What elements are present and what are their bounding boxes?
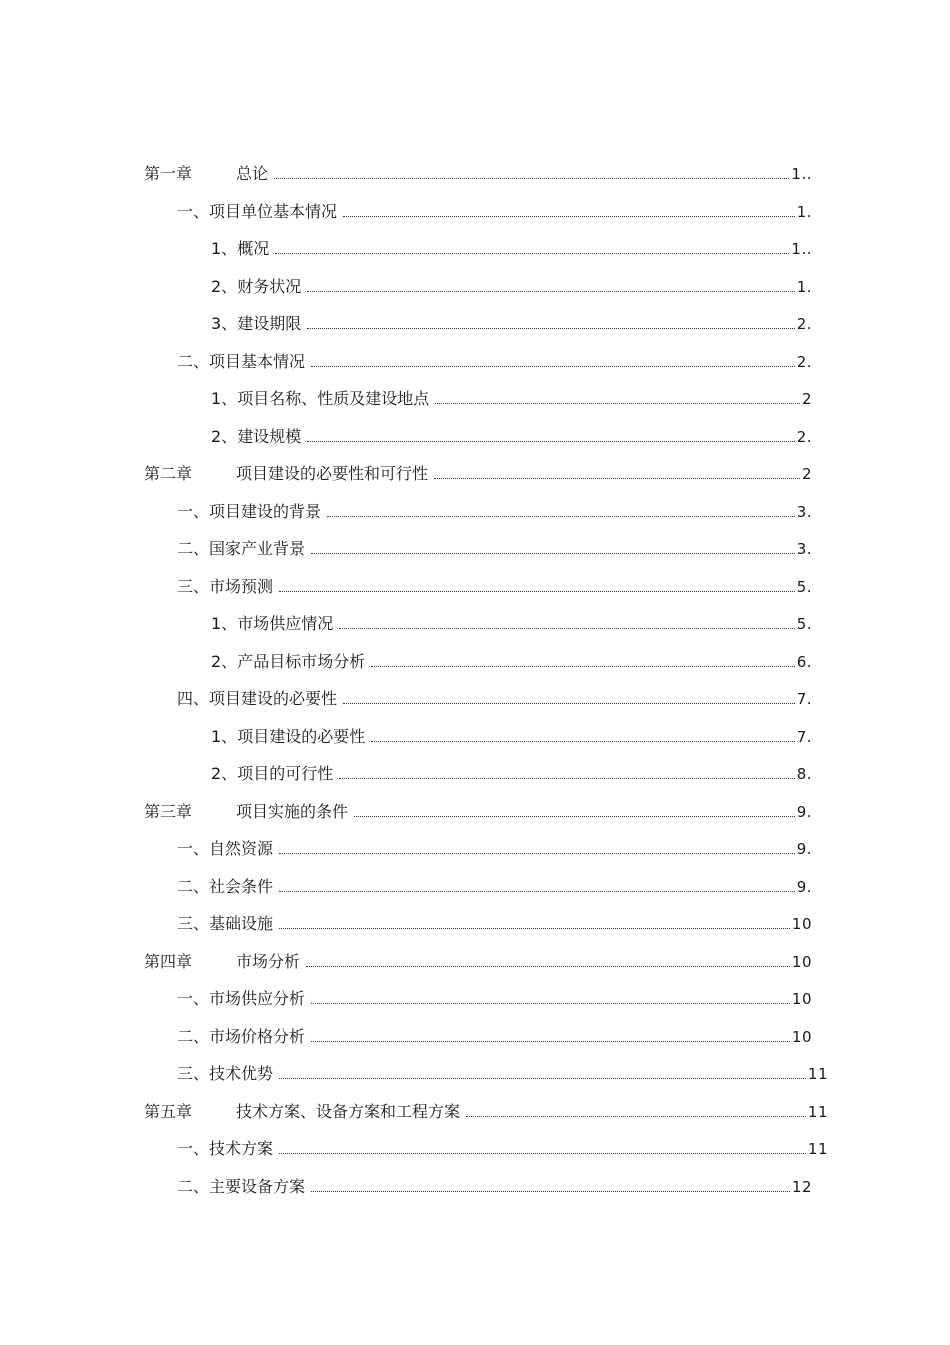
toc-entry-number: 二、: [177, 876, 210, 896]
toc-section-entry[interactable]: [211, 385, 812, 409]
dot-leader: [371, 741, 794, 742]
toc-entry-number: 2、: [211, 651, 238, 671]
toc-entry-number: 三、: [177, 1064, 210, 1083]
toc-entry-title: 建设期限: [237, 314, 302, 333]
toc-entry-title: 总论: [236, 164, 269, 183]
toc-entry-title: 基础设施: [209, 914, 274, 933]
toc-entry-title: 项目建设的必要性: [209, 689, 338, 708]
toc-entry-label: [144, 952, 306, 972]
toc-page-number: 2: [801, 390, 812, 408]
toc-section-entry[interactable]: [177, 535, 812, 559]
dot-leader: [343, 703, 795, 704]
dot-leader: [371, 666, 794, 667]
toc-section-entry[interactable]: [211, 423, 812, 447]
toc-entry-title: 技术方案: [209, 1139, 274, 1158]
toc-entry-title: 市场供应情况: [237, 614, 334, 633]
toc-entry-label: [177, 1027, 311, 1047]
toc-page-number: 2.: [796, 315, 812, 333]
toc-section-entry[interactable]: [177, 1060, 828, 1084]
toc-entry-title: 项目实施的条件: [236, 801, 349, 821]
toc-page-number: 12: [791, 1177, 812, 1196]
toc-entry-number: 第二章: [144, 464, 193, 483]
toc-entry-number: 2、: [211, 426, 238, 446]
dot-leader: [306, 966, 790, 967]
toc-entry-label: [211, 652, 371, 672]
toc-entry-title: 项目单位基本情况: [209, 201, 338, 221]
toc-chapter-entry[interactable]: [144, 948, 812, 972]
toc-entry-label: [177, 1177, 311, 1197]
toc-entry-label: [177, 352, 311, 372]
toc-page-number: 10: [791, 1027, 812, 1046]
dot-leader: [275, 253, 789, 254]
toc-entry-title: 项目的可行性: [237, 764, 334, 783]
toc-entry-number: 3、: [211, 314, 238, 333]
toc-section-entry[interactable]: [211, 235, 812, 259]
toc-entry-title: 国家产业背景: [209, 539, 306, 558]
toc-entry-title: 自然资源: [209, 839, 274, 858]
toc-entry-label: [177, 202, 343, 222]
toc-entry-number: 二、: [177, 1026, 210, 1046]
toc-section-entry[interactable]: [177, 910, 812, 934]
toc-section-entry[interactable]: [177, 498, 812, 522]
toc-section-entry[interactable]: [211, 723, 812, 747]
toc-entry-number: 一、: [177, 501, 210, 521]
toc-entry-label: [144, 802, 354, 822]
toc-entry-number: 二、: [177, 1176, 210, 1196]
toc-section-entry[interactable]: [177, 685, 812, 709]
toc-section-entry[interactable]: [177, 348, 812, 372]
toc-entry-title: 项目名称、性质及建设地点: [237, 389, 430, 408]
toc-page-number: 3.: [796, 540, 812, 558]
toc-section-entry[interactable]: [211, 273, 812, 297]
toc-entry-label: [144, 464, 434, 484]
toc-section-entry[interactable]: [177, 198, 812, 222]
toc-entry-number: 二、: [177, 351, 210, 371]
toc-chapter-entry[interactable]: [144, 1098, 828, 1122]
toc-page-number: 6.: [796, 652, 812, 671]
toc-entry-label: [177, 877, 279, 897]
dot-leader: [279, 1153, 806, 1154]
toc-entry-title: 项目建设的必要性和可行性: [236, 464, 429, 483]
toc-entry-title: 项目建设的必要性: [237, 726, 366, 746]
dot-leader: [311, 1041, 790, 1042]
toc-entry-title: 市场预测: [209, 576, 274, 596]
toc-page-number: 2: [801, 465, 812, 483]
toc-page-number: 9.: [796, 877, 812, 896]
toc-entry-title: 项目基本情况: [209, 351, 306, 371]
dot-leader: [279, 853, 795, 854]
toc-page-number: 5.: [796, 615, 812, 633]
toc-entry-title: 财务状况: [237, 276, 302, 296]
dot-leader: [311, 1191, 790, 1192]
toc-page-number: 1..: [791, 165, 812, 183]
dot-leader: [279, 891, 795, 892]
toc-page-number: 11: [807, 1140, 828, 1158]
toc-page-number: 2.: [796, 352, 812, 371]
toc-entry-title: 市场供应分析: [209, 989, 306, 1008]
toc-entry-title: 社会条件: [209, 876, 274, 896]
toc-entry-label: [177, 914, 279, 934]
toc-entry-label: [177, 989, 311, 1009]
toc-entry-number: 第四章: [144, 951, 193, 971]
dot-leader: [274, 178, 789, 179]
toc-entry-number: 第三章: [144, 801, 193, 821]
dot-leader: [279, 928, 790, 929]
dot-leader: [307, 328, 794, 329]
toc-page-number: 7.: [796, 690, 812, 708]
toc-entry-title: 产品目标市场分析: [237, 651, 366, 671]
dot-leader: [307, 441, 794, 442]
toc-section-entry[interactable]: [177, 835, 812, 859]
toc-page-number: 1.: [796, 277, 812, 296]
toc-entry-title: 项目建设的背景: [209, 501, 322, 521]
toc-entry-number: 三、: [177, 914, 210, 933]
toc-entry-number: 2、: [211, 276, 238, 296]
toc-entry-number: 一、: [177, 989, 210, 1008]
toc-entry-label: [211, 277, 307, 297]
toc-entry-title: 市场分析: [236, 951, 301, 971]
toc-entry-title: 主要设备方案: [209, 1176, 306, 1196]
dot-leader: [279, 591, 795, 592]
toc-page-number: 7.: [796, 727, 812, 746]
toc-page-number: 11: [807, 1065, 828, 1083]
toc-entry-title: 技术优势: [209, 1064, 274, 1083]
toc-entry-label: [211, 239, 275, 259]
toc-entry-label: [211, 764, 339, 784]
toc-page-number: 1.: [796, 202, 812, 221]
toc-chapter-entry[interactable]: [144, 460, 812, 484]
dot-leader: [311, 1003, 790, 1004]
dot-leader: [434, 478, 800, 479]
dot-leader: [339, 778, 794, 779]
toc-section-entry[interactable]: [211, 310, 812, 334]
toc-entry-title: 建设规模: [237, 426, 302, 446]
toc-section-entry[interactable]: [211, 610, 812, 634]
toc-entry-number: 2、: [211, 764, 238, 783]
toc-entry-label: [211, 427, 307, 447]
toc-entry-title: 市场价格分析: [209, 1026, 306, 1046]
toc-entry-label: [177, 1064, 279, 1084]
toc-entry-number: 1、: [211, 614, 238, 633]
toc-section-entry[interactable]: [177, 573, 812, 597]
dot-leader: [339, 628, 794, 629]
toc-page-number: 9.: [796, 802, 812, 821]
toc-entry-number: 三、: [177, 576, 210, 596]
toc-entry-label: [211, 727, 371, 747]
dot-leader: [279, 1078, 806, 1079]
toc-chapter-entry[interactable]: [144, 160, 812, 184]
toc-section-entry[interactable]: [177, 1173, 812, 1197]
toc-section-entry[interactable]: [177, 1023, 812, 1047]
toc-entry-number: 第一章: [144, 164, 193, 183]
toc-entry-label: [211, 389, 435, 409]
dot-leader: [327, 516, 795, 517]
toc-page-number: 1..: [791, 240, 812, 258]
toc-entry-label: [211, 314, 307, 334]
toc-entry-label: [177, 577, 279, 597]
toc-entry-label: [177, 839, 279, 859]
toc-page-number: 10: [791, 990, 812, 1008]
toc-entry-number: 一、: [177, 201, 210, 221]
toc-entry-number: 四、: [177, 689, 210, 708]
toc-entry-number: 一、: [177, 839, 210, 858]
toc-section-entry[interactable]: [177, 1135, 828, 1159]
toc-entry-number: 一、: [177, 1139, 210, 1158]
toc-entry-title: 概况: [237, 239, 270, 258]
toc-page-number: 11: [807, 1102, 828, 1121]
toc-entry-title: 技术方案、设备方案和工程方案: [236, 1101, 461, 1121]
toc-entry-label: [177, 539, 311, 559]
toc-page-number: 10: [791, 952, 812, 971]
toc-page-number: 10: [791, 915, 812, 933]
toc-entry-number: 1、: [211, 239, 238, 258]
toc-section-entry[interactable]: [177, 985, 812, 1009]
toc-page-number: 9.: [796, 840, 812, 858]
toc-page-number: 8.: [796, 765, 812, 783]
toc-page-number: 5.: [796, 577, 812, 596]
toc-entry-label: [177, 689, 343, 709]
dot-leader: [466, 1116, 806, 1117]
toc-chapter-entry[interactable]: [144, 798, 812, 822]
toc-page-number: 2.: [796, 427, 812, 446]
toc-entry-label: [144, 1102, 466, 1122]
toc-entry-number: 第五章: [144, 1101, 193, 1121]
toc-section-entry[interactable]: [211, 648, 812, 672]
toc-entry-number: 二、: [177, 539, 210, 558]
toc-entry-label: [177, 1139, 279, 1159]
dot-leader: [311, 366, 795, 367]
toc-section-entry[interactable]: [211, 760, 812, 784]
dot-leader: [311, 553, 795, 554]
dot-leader: [343, 216, 795, 217]
toc-entry-number: 1、: [211, 389, 238, 408]
dot-leader: [435, 403, 800, 404]
toc-section-entry[interactable]: [177, 873, 812, 897]
toc-entry-label: [211, 614, 339, 634]
dot-leader: [307, 291, 794, 292]
dot-leader: [354, 816, 795, 817]
toc-entry-label: [177, 502, 327, 522]
toc-entry-label: [144, 164, 274, 184]
toc-page-number: 3.: [796, 502, 812, 521]
toc-entry-number: 1、: [211, 726, 238, 746]
